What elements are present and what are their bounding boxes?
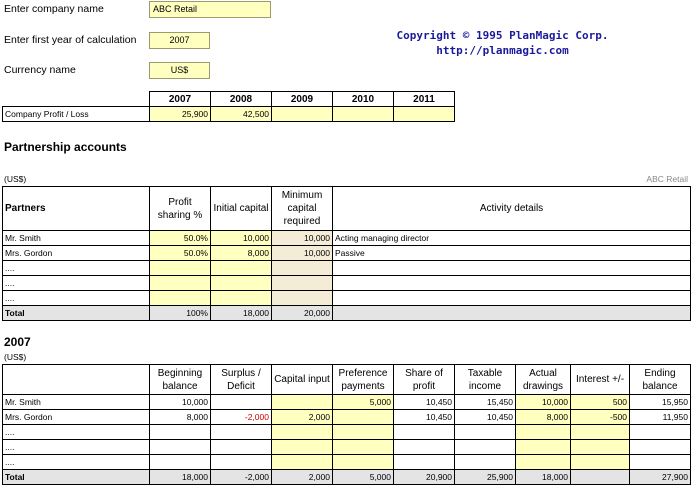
year-section-currency: (US$) [4, 352, 27, 362]
year-header: 2008 [211, 92, 272, 107]
profit-sharing-header: Profit sharing % [150, 187, 211, 231]
table-row [3, 231, 691, 246]
partner-name: .... [3, 440, 150, 455]
table-row [3, 276, 691, 291]
partnership-title: Partnership accounts [4, 140, 127, 154]
first-year-input[interactable]: 2007 [149, 32, 210, 49]
initial-capital-cell[interactable] [211, 276, 272, 291]
share-of-profit-header: Share of profit [394, 365, 455, 395]
table-row [3, 425, 691, 440]
value-cell[interactable]: -500 [571, 410, 630, 425]
total-label: Total [3, 470, 150, 485]
value-cell [150, 455, 211, 470]
taxable-income-header: Taxable income [455, 365, 516, 395]
partner-name: Mrs. Gordon [3, 410, 150, 425]
partner-name: Mr. Smith [3, 395, 150, 410]
value-cell [630, 440, 691, 455]
capital-input-header: Capital input [272, 365, 333, 395]
value-cell: 10,000 [150, 395, 211, 410]
partner-name: .... [3, 455, 150, 470]
value-cell: 15,450 [455, 395, 516, 410]
value-cell: 11,950 [630, 410, 691, 425]
profit-sharing-cell[interactable] [150, 291, 211, 306]
value-cell[interactable] [272, 440, 333, 455]
partner-name[interactable]: Mr. Smith [3, 231, 150, 246]
value-cell[interactable] [333, 410, 394, 425]
value-cell[interactable] [333, 455, 394, 470]
total-cell: 25,900 [455, 470, 516, 485]
total-row [3, 470, 691, 485]
profit-cell[interactable] [272, 107, 333, 122]
profit-sharing-cell[interactable]: 50.0% [150, 231, 211, 246]
value-cell [211, 455, 272, 470]
minimum-capital-cell[interactable] [272, 261, 333, 276]
value-cell[interactable] [516, 455, 571, 470]
year-header: 2009 [272, 92, 333, 107]
value-cell [211, 425, 272, 440]
partners-header: Partners [3, 187, 150, 231]
company-name-input[interactable]: ABC Retail [149, 1, 271, 18]
initial-capital-header: Initial capital [211, 187, 272, 231]
surplus-deficit-header: Surplus / Deficit [211, 365, 272, 395]
value-cell[interactable] [333, 440, 394, 455]
value-cell: -2,000 [211, 410, 272, 425]
total-label: Total [3, 306, 150, 321]
partner-name[interactable]: Mrs. Gordon [3, 246, 150, 261]
partner-name: .... [3, 425, 150, 440]
value-cell[interactable]: 10,000 [516, 395, 571, 410]
table-row [3, 395, 691, 410]
year-section-title: 2007 [4, 335, 31, 349]
partnership-table [2, 186, 691, 321]
initial-capital-cell[interactable] [211, 261, 272, 276]
total-initial-cell: 18,000 [211, 306, 272, 321]
partnership-company: ABC Retail [646, 174, 688, 184]
value-cell: 15,950 [630, 395, 691, 410]
value-cell[interactable] [516, 440, 571, 455]
profit-cell[interactable] [333, 107, 394, 122]
year-accounts-table [2, 364, 691, 485]
total-cell: 2,000 [272, 470, 333, 485]
value-cell[interactable] [333, 425, 394, 440]
activity-cell[interactable]: Passive [333, 246, 691, 261]
value-cell: 10,450 [394, 395, 455, 410]
beginning-balance-header: Beginning balance [150, 365, 211, 395]
profit-row-label: Company Profit / Loss [3, 107, 150, 122]
profit-sharing-cell[interactable]: 50.0% [150, 246, 211, 261]
partner-name[interactable]: .... [3, 276, 150, 291]
currency-name-label: Currency name [4, 64, 76, 76]
value-cell[interactable] [571, 455, 630, 470]
value-cell [394, 440, 455, 455]
year-header: 2007 [150, 92, 211, 107]
company-name-label: Enter company name [4, 3, 104, 15]
activity-cell[interactable] [333, 291, 691, 306]
minimum-capital-header: Minimum capital required [272, 187, 333, 231]
profit-loss-table [2, 91, 455, 122]
minimum-capital-cell[interactable] [272, 276, 333, 291]
table-row [3, 455, 691, 470]
table-row [3, 440, 691, 455]
value-cell: 10,450 [394, 410, 455, 425]
minimum-capital-cell[interactable]: 10,000 [272, 246, 333, 261]
value-cell [211, 440, 272, 455]
website-link[interactable]: http://planmagic.com [436, 44, 569, 57]
year-header: 2010 [333, 92, 394, 107]
value-cell [211, 395, 272, 410]
value-cell [455, 455, 516, 470]
value-cell [455, 440, 516, 455]
actual-drawings-header: Actual drawings [516, 365, 571, 395]
value-cell [455, 425, 516, 440]
value-cell[interactable] [272, 395, 333, 410]
year-header: 2011 [394, 92, 455, 107]
copyright-text: Copyright © 1995 PlanMagic Corp. [396, 29, 609, 42]
total-row [3, 306, 691, 321]
total-cell: 18,000 [150, 470, 211, 485]
total-cell: -2,000 [211, 470, 272, 485]
activity-cell[interactable] [333, 276, 691, 291]
table-row [3, 291, 691, 306]
activity-cell[interactable] [333, 261, 691, 276]
activity-cell[interactable]: Acting managing director [333, 231, 691, 246]
partner-name[interactable]: .... [3, 291, 150, 306]
preference-payments-header: Preference payments [333, 365, 394, 395]
table-row [3, 261, 691, 276]
currency-name-input[interactable]: US$ [149, 62, 210, 79]
activity-details-header: Activity details [333, 187, 691, 231]
total-profit-cell: 100% [150, 306, 211, 321]
value-cell[interactable] [571, 440, 630, 455]
minimum-capital-cell[interactable]: 10,000 [272, 231, 333, 246]
minimum-capital-cell[interactable] [272, 291, 333, 306]
total-cell: 18,000 [516, 470, 571, 485]
value-cell [150, 440, 211, 455]
total-cell: 27,900 [630, 470, 691, 485]
first-year-label: Enter first year of calculation [4, 34, 137, 46]
value-cell [394, 425, 455, 440]
profit-sharing-cell[interactable] [150, 276, 211, 291]
value-cell[interactable]: 500 [571, 395, 630, 410]
profit-cell[interactable]: 42,500 [211, 107, 272, 122]
value-cell[interactable]: 2,000 [272, 410, 333, 425]
profit-cell[interactable]: 25,900 [150, 107, 211, 122]
partner-name[interactable]: .... [3, 261, 150, 276]
value-cell: 8,000 [150, 410, 211, 425]
value-cell[interactable] [272, 425, 333, 440]
total-minimum-cell: 20,000 [272, 306, 333, 321]
table-row [3, 246, 691, 261]
table-row [3, 410, 691, 425]
partnership-currency: (US$) [4, 174, 27, 184]
value-cell[interactable]: 8,000 [516, 410, 571, 425]
value-cell[interactable] [516, 425, 571, 440]
value-cell [630, 425, 691, 440]
value-cell: 10,450 [455, 410, 516, 425]
initial-capital-cell[interactable]: 8,000 [211, 246, 272, 261]
interest-header: Interest +/- [571, 365, 630, 395]
value-cell [630, 455, 691, 470]
initial-capital-cell[interactable] [211, 291, 272, 306]
value-cell [394, 455, 455, 470]
total-cell: 20,900 [394, 470, 455, 485]
ending-balance-header: Ending balance [630, 365, 691, 395]
profit-cell[interactable] [394, 107, 455, 122]
initial-capital-cell[interactable]: 10,000 [211, 231, 272, 246]
value-cell[interactable] [272, 455, 333, 470]
total-cell [571, 470, 630, 485]
value-cell [150, 425, 211, 440]
value-cell[interactable] [571, 425, 630, 440]
value-cell[interactable]: 5,000 [333, 395, 394, 410]
total-cell: 5,000 [333, 470, 394, 485]
profit-sharing-cell[interactable] [150, 261, 211, 276]
